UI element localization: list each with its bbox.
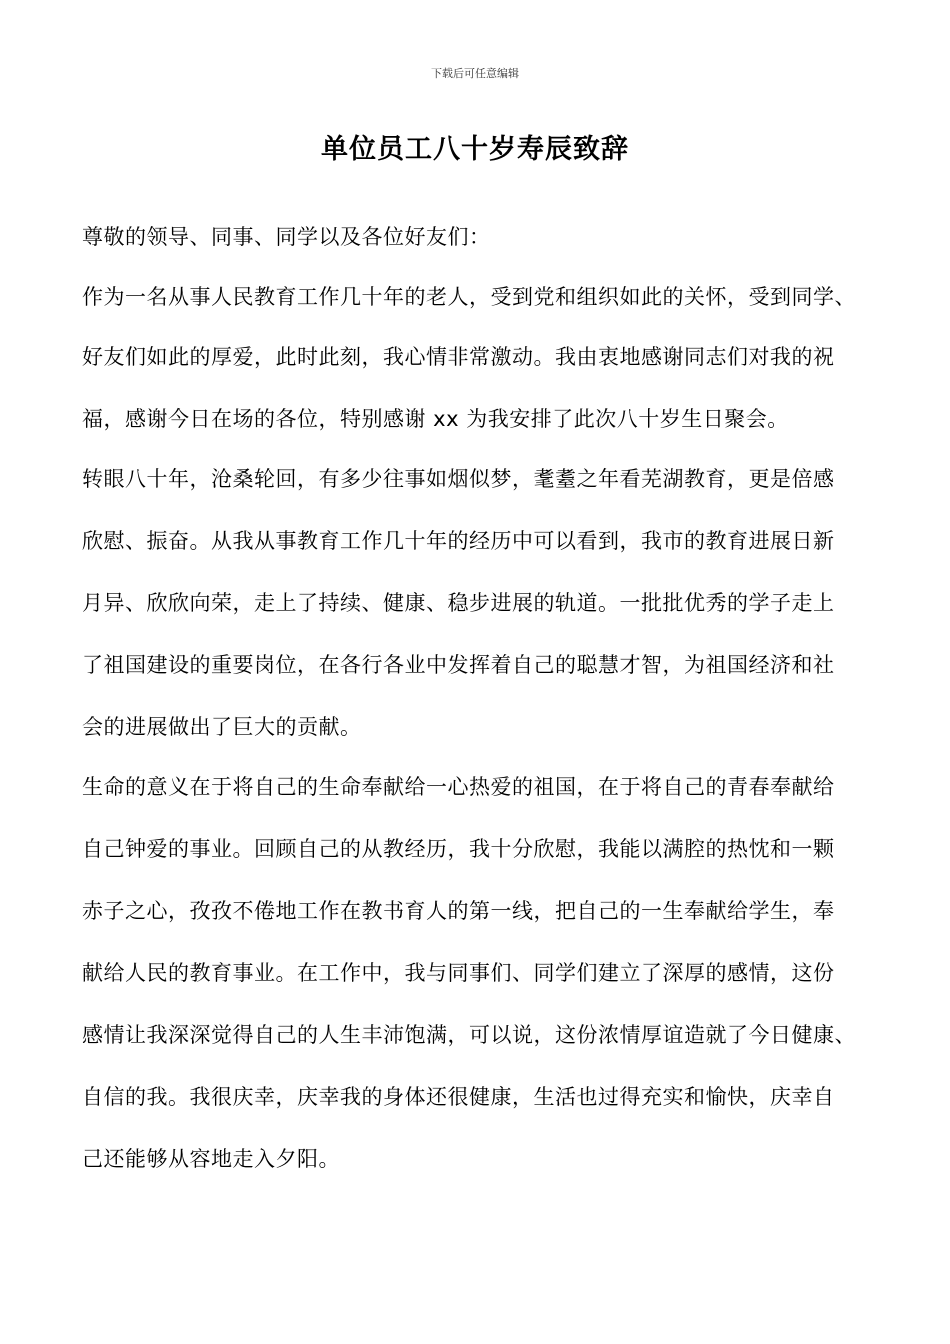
paragraph-line: 自信的我。我很庆幸，庆幸我的身体还很健康，生活也过得充实和愉快，庆幸自 (82, 1085, 835, 1109)
paragraph-line: 福，感谢今日在场的各位，特别感谢 xx 为我安排了此次八十岁生日聚会。 (82, 407, 789, 431)
paragraph-line: 赤子之心，孜孜不倦地工作在教书育人的第一线，把自己的一生奉献给学生，奉 (82, 899, 835, 923)
header-note: 下载后可任意编辑 (431, 67, 519, 80)
paragraph-line: 转眼八十年，沧桑轮回，有多少往事如烟似梦，耄耋之年看芜湖教育，更是倍感 (82, 467, 835, 491)
paragraph-line: 作为一名从事人民教育工作几十年的老人，受到党和组织如此的关怀，受到同学、 (82, 285, 856, 309)
salutation-line: 尊敬的领导、同事、同学以及各位好友们： (82, 225, 491, 249)
paragraph-line: 会的进展做出了巨大的贡献。 (82, 715, 362, 739)
document-title: 单位员工八十岁寿辰致辞 (321, 134, 629, 165)
paragraph-line: 月异、欣欣向荣，走上了持续、健康、稳步进展的轨道。一批批优秀的学子走上 (82, 591, 835, 615)
paragraph-line: 己还能够从容地走入夕阳。 (82, 1147, 340, 1171)
paragraph-line: 了祖国建设的重要岗位，在各行各业中发挥着自己的聪慧才智，为祖国经济和社 (82, 653, 835, 677)
paragraph-line: 欣慰、振奋。从我从事教育工作几十年的经历中可以看到，我市的教育进展日新 (82, 529, 835, 553)
paragraph-line: 献给人民的教育事业。在工作中，我与同事们、同学们建立了深厚的感情，这份 (82, 961, 835, 985)
paragraph-line: 自己钟爱的事业。回顾自己的从教经历，我十分欣慰，我能以满腔的热忱和一颗 (82, 837, 835, 861)
paragraph-line: 好友们如此的厚爱，此时此刻，我心情非常激动。我由衷地感谢同志们对我的祝 (82, 345, 835, 369)
paragraph-line: 感情让我深深觉得自己的人生丰沛饱满，可以说，这份浓情厚谊造就了今日健康、 (82, 1023, 856, 1047)
paragraph-line: 生命的意义在于将自己的生命奉献给一心热爱的祖国，在于将自己的青春奉献给 (82, 775, 835, 799)
